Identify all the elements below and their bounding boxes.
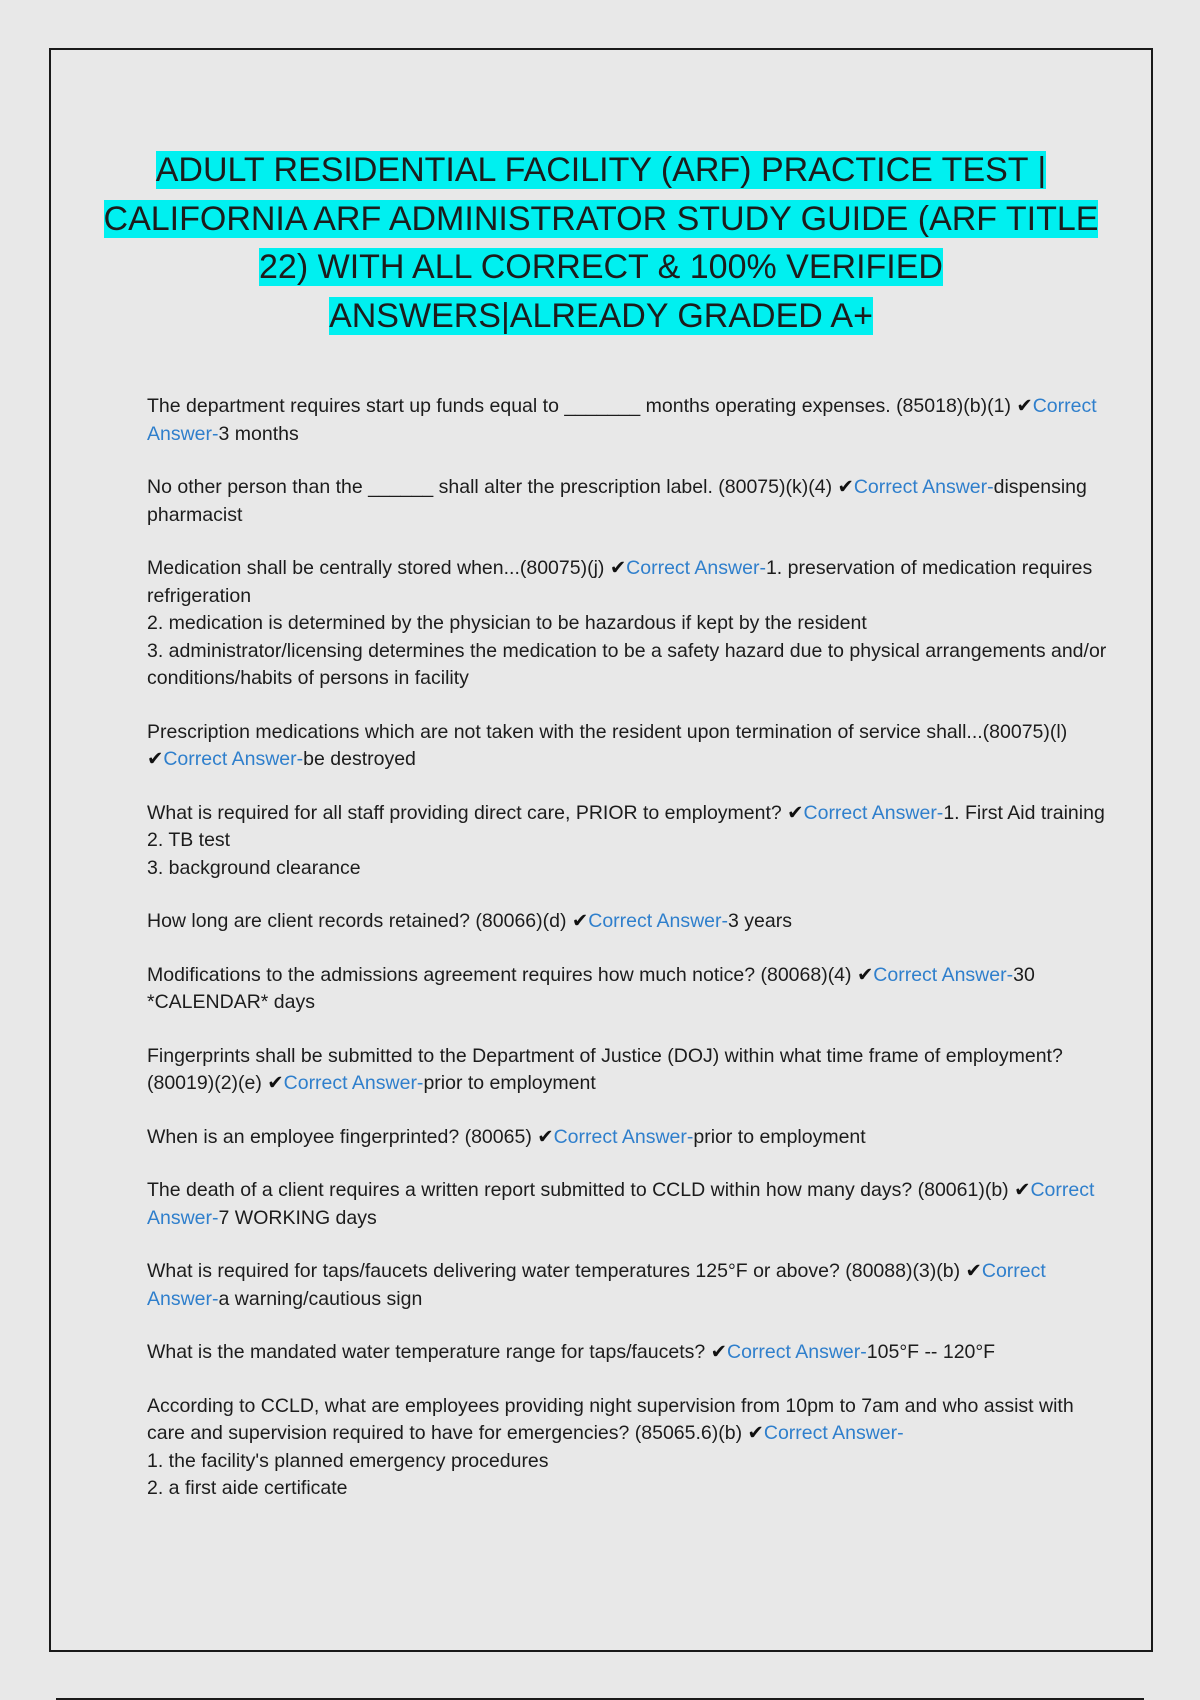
correct-answer-label: Correct Answer- [726,1341,867,1363]
check-icon: ✔ [537,1125,554,1148]
qa-item [147,393,1107,448]
check-icon: ✔ [1014,1179,1031,1201]
check-icon: ✔ [1016,395,1033,417]
answer-text: 3 months [218,422,299,445]
question-text: Fingerprints shall be submitted to the Department of Justice (DOJ) within what time frame of employment? (80019)(2)(e) [147,1044,1063,1094]
qa-item [147,1393,1107,1503]
document-title [91,146,1111,340]
answer-text: 105°F -- 120°F [866,1341,996,1363]
answer-text: 30 *CALENDAR* days [147,963,1035,1013]
check-icon: ✔ [965,1260,982,1282]
document-page [49,48,1153,1652]
answer-text: prior to employment [693,1125,866,1148]
qa-item [147,908,1107,936]
question-text: When is an employee fingerprinted? (80065) [147,1125,538,1148]
qa-item [147,1177,1107,1232]
check-icon: ✔ [837,476,854,498]
check-icon: ✔ [710,1341,727,1363]
qa-item [147,474,1107,529]
correct-answer-label: Correct Answer- [873,963,1014,986]
check-icon: ✔ [856,963,874,986]
correct-answer-label: Correct Answer- [626,557,766,579]
correct-answer-label: Correct Answer- [147,395,1097,445]
answer-text: be destroyed [303,748,416,770]
answer-text: 1. the facility's planned emergency procedures 2. a first aide certificate [147,1449,549,1499]
question-text: What is required for all staff providing direct care, PRIOR to employment? [147,801,788,824]
correct-answer-label: Correct Answer- [803,801,944,824]
check-icon: ✔ [609,557,627,579]
qa-item [147,962,1107,1017]
correct-answer-label: Correct Answer- [283,1072,424,1094]
correct-answer-label: Correct Answer- [853,476,994,498]
qa-item [147,1124,1107,1152]
answer-text: a warning/cautious sign [218,1287,423,1310]
answer-text: 7 WORKING days [218,1206,377,1229]
check-icon: ✔ [147,748,164,770]
question-text: Medication shall be centrally stored when...(80075)(j) [147,557,610,579]
question-text: What is required for taps/faucets delivering water temperatures 125°F or above? (80088)(3)(b) [147,1260,966,1282]
answer-text: 1. preservation of medication requires refrigeration 2. medication is determined by the physician to be hazardous if kept by the resident 3. administrator/licensing determines the medication to be a safety hazard due to physical arrangements and/or conditions/habits of persons in facility [147,557,1107,689]
question-text: Modifications to the admissions agreement requires how much notice? (80068)(4) [147,963,857,986]
qa-item [147,1258,1107,1313]
check-icon: ✔ [747,1422,764,1444]
answer-text: 3 years [728,910,792,932]
correct-answer-label: Correct Answer- [147,1260,1046,1310]
qa-item [147,555,1107,693]
question-text: The death of a client requires a written report submitted to CCLD within how many days? (80061)(b) [147,1179,1015,1201]
question-text: Prescription medications which are not taken with the resident upon termination of service shall...(80075)(l) [147,720,1068,743]
title-highlight: ADULT RESIDENTIAL FACILITY (ARF) PRACTICE TEST | CALIFORNIA ARF ADMINISTRATOR STUDY GUIDE (ARF TITLE 22) WITH ALL CORRECT & 100% VERIFIED ANSWERS|ALREADY GRADED A+ [103,151,1099,335]
check-icon: ✔ [267,1072,284,1094]
correct-answer-label: Correct Answer- [147,1179,1095,1229]
check-icon: ✔ [787,801,804,824]
correct-answer-label: Correct Answer- [553,1125,694,1148]
qa-item [147,1043,1107,1098]
answer-text: dispensing pharmacist [147,476,1087,526]
qa-item [147,719,1107,774]
answer-text: prior to employment [423,1072,596,1094]
answer-text: 1. First Aid training 2. TB test 3. background clearance [147,801,1105,879]
correct-answer-label: Correct Answer- [588,910,729,932]
correct-answer-label: Correct Answer- [763,1422,904,1444]
qa-item [147,1339,1107,1367]
question-text: The department requires start up funds equal to _______ months operating expenses. (85018)(b)(1) [147,395,1017,417]
check-icon: ✔ [571,910,589,932]
qa-list [147,393,1107,1529]
question-text: No other person than the ______ shall alter the prescription label. (80075)(k)(4) [147,476,838,498]
question-text: What is the mandated water temperature range for taps/faucets? [147,1341,711,1363]
question-text: According to CCLD, what are employees providing night supervision from 10pm to 7am and who assist with care and supervision required to have for emergencies? (85065.6)(b) [147,1394,1074,1444]
qa-item [147,800,1107,883]
question-text: How long are client records retained? (80066)(d) [147,910,572,932]
correct-answer-label: Correct Answer- [163,748,304,770]
